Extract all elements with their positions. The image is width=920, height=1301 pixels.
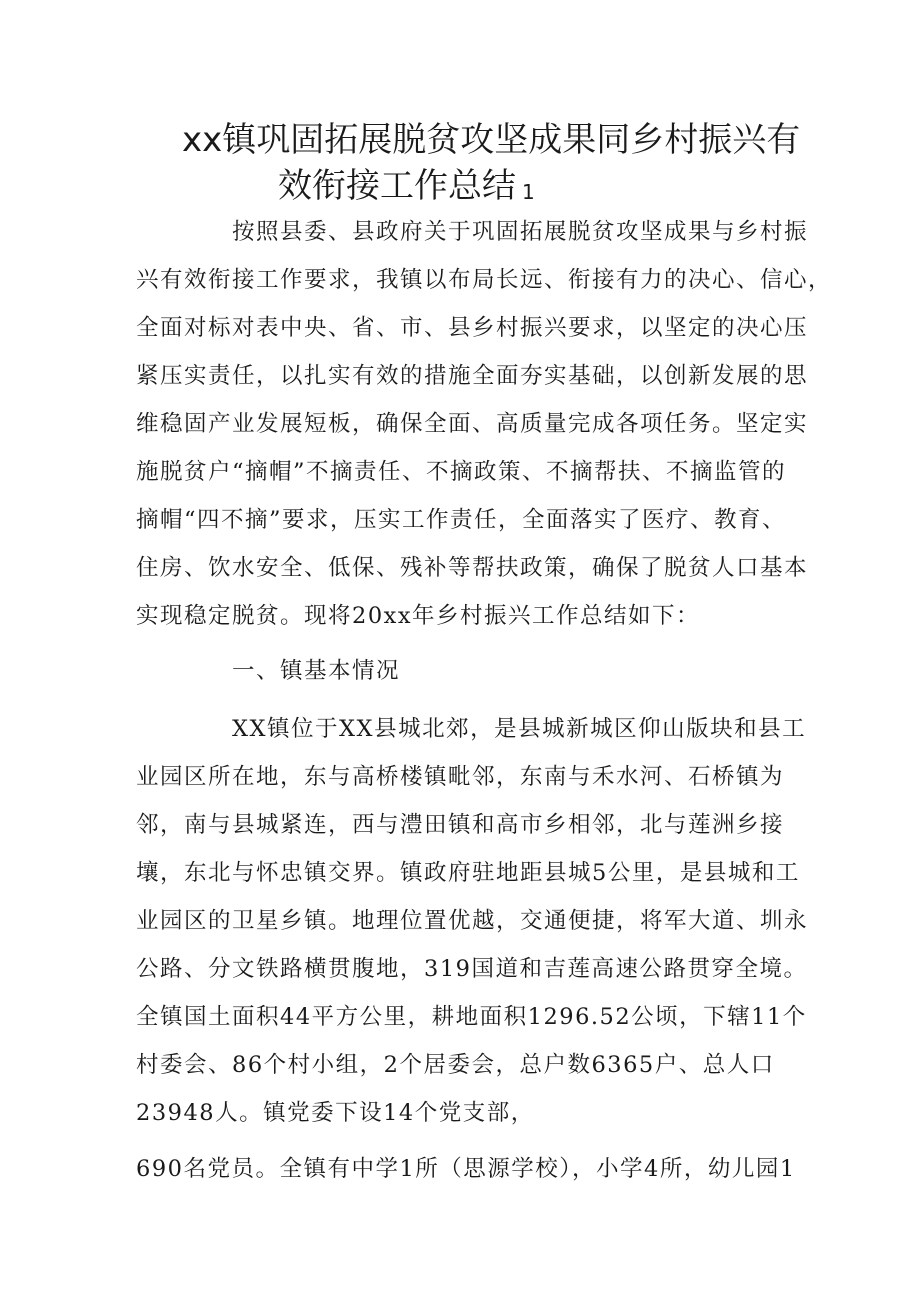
- paragraph2-line: 业园区所在地，东与高桥楼镇毗邻，东南与禾水河、石桥镇为: [136, 764, 785, 790]
- paragraph1-line: 实现稳定脱贫。现将20xx年乡村振兴工作总结如下：: [136, 603, 701, 629]
- paragraph2-line: 业园区的卫星乡镇。地理位置优越，交通便捷，将军大道、圳永: [136, 908, 809, 934]
- paragraph1-line: 按照县委、县政府关于巩固拓展脱贫攻坚成果与乡村振: [232, 219, 809, 245]
- paragraph1-line: 维稳固产业发展短板，确保全面、高质量完成各项任务。坚定实: [136, 411, 809, 437]
- document-title-line-1: xx镇巩固拓展脱贫攻坚成果同乡村振兴有: [182, 120, 801, 160]
- section-heading: 一、镇基本情况: [232, 658, 401, 684]
- paragraph1-line: 紧压实责任，以扎实有效的措施全面夯实基础，以创新发展的思: [136, 363, 809, 389]
- paragraph1-line: 摘帽“四不摘”要求，压实工作责任，全面落实了医疗、教育、: [136, 507, 787, 533]
- document-title-line-2: [278, 164, 535, 212]
- paragraph2-line: 壤，东北与怀忠镇交界。镇政府驻地距县城5公里，是县城和工: [136, 860, 800, 886]
- paragraph1-line: 住房、饮水安全、低保、残补等帮扶政策，确保了脱贫人口基本: [136, 555, 809, 581]
- title-footnote-marker: 1: [522, 180, 535, 204]
- paragraph2-line: 邻，南与县城紧连，西与澧田镇和高市乡相邻，北与莲洲乡接: [136, 812, 785, 838]
- paragraph1-line: 兴有效衔接工作要求，我镇以布局长远、衔接有力的决心、信心，: [136, 267, 833, 293]
- paragraph3-line: 690名党员。全镇有中学1所（思源学校），小学4所，幼儿园1: [136, 1156, 796, 1182]
- paragraph2-line: 全镇国土面积44平方公里，耕地面积1296.52公顷，下辖11个: [136, 1004, 807, 1030]
- paragraph2-line: 23948人。镇党委下设14个党支部，: [136, 1100, 535, 1126]
- paragraph1-line: 全面对标对表中央、省、市、县乡村振兴要求，以坚定的决心压: [136, 315, 809, 341]
- paragraph2-line: 公路、分文铁路横贯腹地，319国道和吉莲高速公路贯穿全境。: [136, 956, 808, 982]
- paragraph1-line: 施脱贫户“摘帽”不摘责任、不摘政策、不摘帮扶、不摘监管的: [136, 459, 787, 485]
- paragraph2-line: 村委会、86个村小组，2个居委会，总户数6365户、总人口: [136, 1052, 775, 1078]
- document-title-text: 效衔接工作总结: [278, 166, 516, 206]
- paragraph2-line: XX镇位于XX县城北郊，是县城新城区仰山版块和县工: [232, 716, 807, 742]
